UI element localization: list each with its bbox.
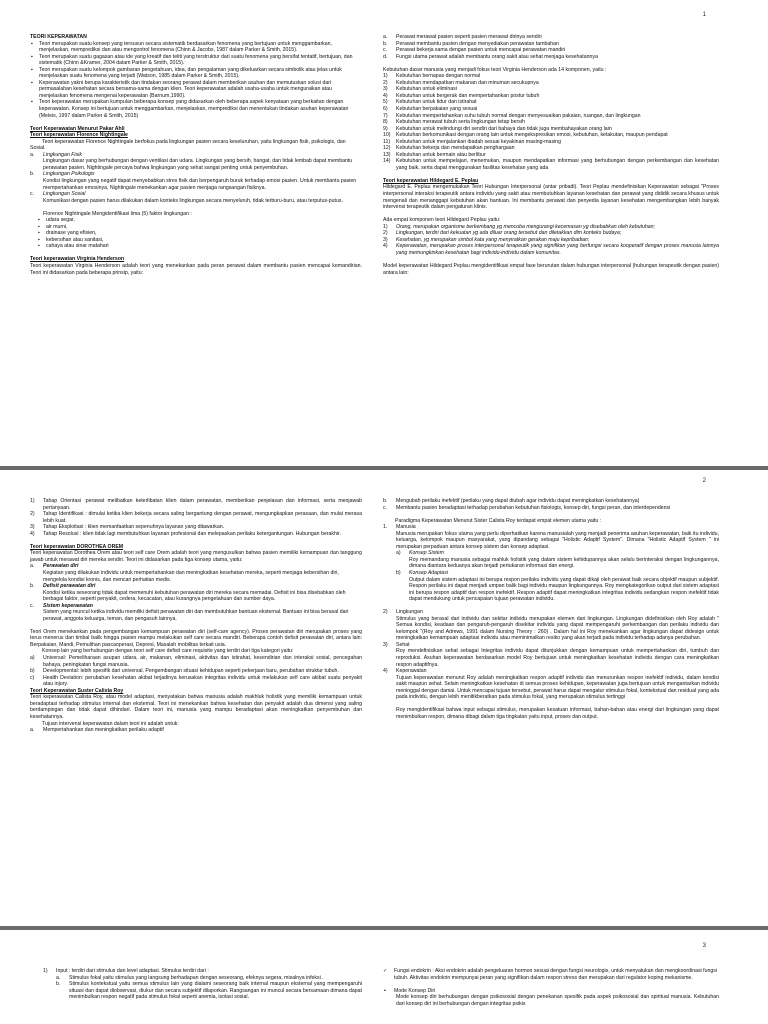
list-marker: 3)	[383, 641, 388, 648]
list-item-text: Lingkungan Sosial	[43, 191, 86, 198]
list-item-text: Stimulus fokal yaitu stimulus yang langsung berhadapan dengan seseorang, efeknya segera, misalnya infeksi .	[69, 974, 324, 981]
paragraph: Kondisi lingkungan yang negatif dapat menyebabkan stres fisik dan berpengaruh buruk terhadap emosi pasien. Untuk membantu pasien mempertahankan emosinya, Nightingale menekankan agar pasien menjaga rangsangan fisiknya.	[43, 177, 357, 191]
list-marker: 2)	[383, 79, 388, 86]
numbered-item	[383, 524, 719, 531]
list-item-text: Tahap Eksploitasi : klien memanfaatkan sepenuhnya layanan yang ditawarkan.	[43, 524, 225, 531]
list-item-text: Sistem keperawatan	[43, 602, 93, 609]
page2-left-column	[30, 498, 362, 734]
page3-right-column	[383, 968, 719, 1007]
list-marker: 11)	[383, 138, 391, 145]
bullet-item: ▪ Teori merupakan suatu gagasan atau ide yang kreatif dan teliti yang terstruktur dari suatu fenomena yang bersifat tentatif, bertujuan, dan sistematik (Chinn &Kramer, 2004 dalam Parker & Smith, 2015).	[30, 54, 362, 67]
paragraph: Kebutuhan dasar manusia yang menjadi fokus teori Virginia Henderson ada 14 komponen, yaitu :	[383, 66, 607, 73]
list-marker: c.	[30, 602, 35, 609]
list-marker: 4)	[30, 530, 35, 537]
numbered-item	[30, 498, 362, 511]
list-marker: 9)	[383, 125, 388, 132]
list-marker: 1)	[383, 73, 388, 80]
bullet-item: ▪ Keperawatan yakni berupa karakteristik dan tindakan seorang perawat dalam memberikan asuhan dan memutuskan solusi dari permasalahan kesehatan secara bersama-sama dengan klien. Teori keperawatan adalah usaha-usaha untuk menguraikan atau menjelaskan fenomena mengenai keperawatan (Barnum,1990).	[30, 80, 362, 100]
paragraph: Stimulus yang berasal dari individu dan sekitar individu merupakan elemen dari lingkungan. Lingkungan didefinisikan oleh Roy adalah " Semua kondisi, keadaan dan pengaruh-pengaruh disekitar individu yang dapat mempengaruhi perkembangan dan perilaku individu dan kelompok "(Roy and Adrews, 1991 dalam Nursing Theory : 260) . Dalam hal ini Roy menekankan agar lingkungan dapat didesign untuk meningkatkan kemampuan adaptasi individu atau meminimalkan resiko yang akan terjadi pada individu terhadap adanya perubahan.	[396, 615, 719, 642]
list-marker: 10)	[383, 132, 391, 139]
list-marker: 13)	[383, 151, 391, 158]
list-marker: a.	[56, 974, 61, 981]
list-item-text: Kebutuhan untuk bergerak dan mempertahankan postur tubuh	[396, 92, 540, 99]
list-marker: 3)	[383, 236, 388, 243]
numbered-item	[383, 609, 719, 616]
paragraph: Konsep lain yang berhubungan dengan teori self care defisit care requisite yang terdiri dari tiga kategori yaitu:	[42, 648, 294, 655]
paragraph: Teori keperawatan Dorothea Orem atau teori self care Orem adalah teori yang mengusulkan bahwa pasien memiliki kemampuan dan tanggung jawab untuk merawat diri mereka sendiri. Teori ini didasarkan pada tiga konsep utama, yaitu:	[30, 550, 362, 563]
numbered-item	[30, 675, 362, 688]
list-marker: 2)	[30, 511, 35, 518]
section-heading: Teori Keperawatan Menurut Pakar Ahli	[30, 125, 125, 132]
numbered-item	[30, 563, 362, 570]
list-marker: 8)	[383, 119, 388, 126]
list-marker: a.	[383, 34, 388, 40]
bullet-item: ▪ Mode Konsep Diri	[383, 988, 719, 995]
list-marker: a.	[30, 727, 35, 734]
paragraph: Output dalam sistem adaptasi ini berupa respon perilaku individu yang dapat dikaji oleh perawat baik secara objektif maupun subjektif. Respon perilaku ini dapat menjadi umpan balik bagi individu maupun lingkungannya. Roy mengkategorikan output dari sistem adaptasi ini berupa respon adaptif dan respon inefektif. Respon adaptif dapat meningkatkan integritas individu sedangkan respon inefektif tidak dapat mendukung untuk pencapaian tujuan perawatan individu.	[409, 576, 719, 603]
list-marker: 4)	[383, 92, 388, 99]
list-marker: b.	[383, 498, 388, 504]
paragraph: Teori Orem menekankan pada pengembangan kemampuan perawatan diri (self-care agency). Proses perawatan diri merupakan proses yang terus menerus dan timbal balik hingga pasien mampu melakukan self care secara mandiri. Beberapa contoh defisit perawatan diri, antara lain: Berpakaian, Mandi, Pemulihan pascaoperasi, Depresi, Masalah mobilitas terkait usia.	[30, 628, 362, 648]
list-item-text: Kebutuhan untuk menjalankan ibadah sesuai keyakinan masing-masing	[396, 138, 561, 145]
list-item-text: Manusia	[396, 524, 416, 531]
numbered-item	[383, 158, 719, 171]
list-item-text: Fungsi utama perawat adalah membantu orang sakit atau sehat menjaga kesehatannya	[396, 53, 598, 60]
list-item-text: Health Deviation: perubahan kesehatan akibat terjadinya kerusakan integritas individu untuk melakukan self care akibat suatu penyakit atau injury.	[43, 674, 362, 688]
numbered-item	[383, 243, 719, 256]
list-item-text: Konsep Sistem	[409, 550, 444, 557]
list-item-text: Input : terdiri dari stimulus dan level adaptasi. Stimulus terdiri dari :	[56, 968, 209, 974]
list-item-text: Lingkungan Fisik	[43, 151, 82, 158]
numbered-item	[30, 531, 362, 538]
heading: TEORI KEPERAWATAN	[30, 34, 87, 40]
document-page-2	[0, 470, 768, 926]
list-item-text: Membantu pasien beradaptasi terhadap perubahan kebutuhan fisiologis, konsep diri, fungsi peran, dan interdependensi	[396, 504, 671, 511]
list-item-text: Perawat merawat pasien seperti pasien merawat dirinya sendiri	[396, 34, 542, 40]
section-heading: Teori Keperawatan Suster Calista Roy	[30, 687, 124, 694]
paragraph: Tujuan intervensi keperawatan dalam teori ini adalah untuk:	[42, 720, 179, 727]
paragraph: Manusia merupakan fokus utama yang perlu diperhatikan karena manusialah yang menjadi penerima asuhan keperawatan, baik itu individu, keluarga, kelompok maupun masyarakat, yang dipandang sebagai "Holistic Adaptif System". Dimana "Holistic Adaptif System " ini merupakan perpaduan antara konsep sistem dan konsep adaptasi.	[396, 530, 719, 550]
list-marker: c)	[30, 674, 35, 681]
checkmark-item: ✓ Fungsi endokrin : Aksi endokrin adalah pengeluaran hormon sesuai dengan fungsi neurologis, untuk menyatukan dan mengkoordinasi fungsi tubuh. Aktivitas endokrin mempunyai peran yang signifikan dalam respon stress dan merupakan dari regulator koping mekanisme.	[383, 968, 719, 981]
paragraph: Komunikasi dengan pasien harus dilakukan dalam konteks lingkungan secara menyeluruh, tidak terburu-buru, atau terputus-putus.	[43, 197, 343, 204]
page-number: 3	[702, 943, 706, 949]
list-item-text: Kebutuhan berpakaian yang sesuai	[396, 105, 478, 112]
paragraph: Kegiatan yang dilakukan individu untuk mempertahankan dan meningkatkan kesehatan mereka, seperti menjaga kebersihan diri, mengelola kondisi kronis, dan mencari perhatian medis.	[43, 569, 339, 583]
list-marker: b.	[383, 40, 388, 47]
list-item-text: Tahap Identifikasi : dimulai ketika klien bekerja secara saling bergantung dengan perawat, mengungkapkan perasaan, dan mulai merasa lebih kuat.	[43, 511, 362, 524]
list-item-text: Tahap Resolusi : klien tidak lagi membutuhkan layanan profesional dan melepaskan perilaku ketergantungan. Hubungan berakhir.	[43, 530, 341, 537]
list-item-text: Kebutuhan untuk bermain atau berlibur	[396, 151, 486, 158]
list-item-text: Defisit perawatan diri	[43, 583, 96, 590]
list-item-text: Sehat	[396, 641, 410, 648]
numbered-item	[30, 981, 362, 1001]
list-item-text: Kesehatan, yg merupakan simbol kata yang menyiratkan gerakan maju kepribadian;	[396, 236, 590, 243]
list-marker: 4)	[383, 243, 388, 250]
section-heading: Teori keperawatan Florence Nightingale	[30, 132, 128, 139]
list-marker: 2)	[383, 609, 388, 616]
list-item-text: Developmental: lebih spesifik dari universal. Pengembangan situasi kehidupan seperti pekerjaan baru, perubahan struktur tubuh.	[43, 668, 339, 675]
list-item-text: Keperawatan, merupakan proses interpersonal terapeutik yang signifikan yang berfungsi secara kooperatif dengan proses manusia lainnya yang memungkinkan kesehatan bagi individu-individu dalam komunitas.	[396, 243, 719, 256]
paragraph: Kondisi ketika seseorang tidak dapat memenuhi kebutuhan perawatan diri mereka secara memadai. Defisit ini bisa disebabkan oleh berbagai faktor, seperti penyakit, cedera, kecacatan, atau kurangnya pengetahuan dan sumber daya.	[43, 589, 346, 603]
list-item-text: Lingkungan	[396, 609, 423, 616]
list-item-text: Kebutuhan mempertahankan suhu tubuh normal dengan menyesuaikan pakaian, ruangan, dan lingkungan	[396, 112, 641, 119]
list-marker: 3)	[30, 524, 35, 531]
section-heading: Teori keperawatan Hildegard E. Peplau	[383, 177, 479, 184]
list-marker: a.	[30, 151, 35, 158]
list-marker: 1)	[383, 223, 388, 230]
list-item-text: Kebutuhan untuk eliminasi	[396, 86, 457, 93]
paragraph: Paradigma Keperawatan Menurut Sister Calista Roy terdapat empat elemen utama yaitu :	[395, 517, 602, 524]
list-marker: c.	[30, 191, 35, 198]
list-marker: 1)	[43, 968, 48, 974]
paragraph: Sistem yang muncul ketika individu memiliki defisit perawatan diri dan membutuhkan bantuan eksternal. Bantuan ini bisa berasal dari perawat, anggota keluarga, teman, dan pengasuh lainnya.	[43, 609, 349, 622]
numbered-item	[30, 727, 362, 734]
page-number: 2	[702, 478, 706, 484]
bullet-item: ▪ udara segar,	[30, 217, 362, 224]
list-item-text: Kebutuhan untuk tidur dan istirahat	[396, 99, 477, 106]
list-marker: 1.	[383, 524, 388, 531]
numbered-item	[30, 583, 362, 590]
list-marker: 1)	[30, 498, 35, 504]
list-item-text: Lingkungan, terdiri dari kekuatan yg ada diluar orang tersebut dan diletakkan dlm konteks budaya;	[396, 230, 622, 237]
list-item-text: Perawat bekerja sama dengan pasien untuk mencapai perawatan mandiri	[396, 47, 566, 54]
numbered-item	[383, 550, 719, 557]
list-marker: a)	[30, 655, 35, 662]
list-item-text: Mengubah perilaku inefektif (perilaku yang dapat diubah agar individu dapat meningkatkan kesehatannya)	[396, 498, 640, 504]
list-item-text: Tahap Orientasi :perawat melibatkan keterlibatan klien dalam perawatan, memberikan penjelasan dan informasi, serta menjawab pertanyaan.	[43, 498, 362, 511]
list-marker: d.	[383, 53, 388, 60]
list-item-text: Konsep Adaptasi	[409, 569, 449, 576]
list-item-text: Kebutuhan bekerja dan mendapatkan penghargaan	[396, 145, 515, 152]
bullet-item: ▪ Teori merupakan suatu konsep yang tersusun secara sistematik berdasarkan fenomena yang bertujuan untuk menggambarkan, menjelaskan, memprediksi dan atau mengontrol fenomena (Chinn & Jacobs, 1987 dalam Parker & Smith, 2015).	[30, 41, 362, 54]
list-item-text: Orang, merupakan organisme berkembang yg mencoba mengurangi kecemasan yg disebabkan oleh kebutuhan;	[396, 223, 655, 230]
list-item-text: Kebutuhan berkomunikasi dengan orang lain untuk mengekspresikan emosi, kebutuhan, ketakutan, maupun pendapat	[396, 132, 668, 139]
paragraph: Mode konsep diri berhubungan dengan psikososial dengan penekanan spesifik pada aspek psikososial dan spiritual manusia. Kebutuhan dari konsep diri ini berhubungan dengan integritas psikis	[396, 994, 719, 1007]
paragraph: Tujuan keperawatan menurut Roy adalah meningkatkan respon adaptif individu dan menurunkan respon inefektif individu, dalam kondisi sakit maupun sehat. Selain meningkatkan kesehatan di semua proses kehidupan, keperawatan juga bertujuan untuk mengantarkan individu meninggal dengan damai. Untuk mencapai tujuan tersebut, perawat harus dapat mengatur stimulus fokal, kontekstual dan residual yang ada pada individu, dengan lebih menitikberatkan pada stimulus fokal, yang merupakan stimulus tertinggi	[396, 674, 719, 701]
numbered-item	[383, 505, 719, 512]
list-marker: c.	[383, 47, 388, 54]
paragraph: Ada empat komponen teori Hildegard Peplau yaitu:	[383, 217, 501, 224]
list-item-text: Mempertahankan dan meningkatkan perilaku adaptif	[43, 727, 164, 734]
list-item-text: Perawatan diri	[43, 563, 79, 570]
list-marker: b.	[56, 981, 61, 988]
list-marker: 7)	[383, 112, 388, 119]
paragraph: Roy mengidentifikasi bahwa input sebagai stimulus, merupakan kesatuan informasi, bahan-bahan atau energi dari lingkungan yang dapat menimbulkan respon, dimana dibagi dalam tiga tingkatan yaitu input, proses dan output.	[396, 707, 719, 720]
page-number: 1	[702, 12, 706, 18]
paragraph: Roy mendefinisikan sehat sebagai Integritas individu dapat ditunjukkan dengan kemampuan untuk mempertahankan diri, tumbuh dan reproduksi. Asuhan keperawatan berdasarkan model Roy bertujuan untuk meningkatkan kesehatan individu dengan cara meningkatkan respon adaptifnya.	[396, 648, 719, 668]
list-marker: 5)	[383, 99, 388, 106]
paragraph: Teori keperawatan Virginia Henderson adalah teori yang menekankan pada peran perawat dalam membantu pasien mencapai kemandirian. Teori ini didasarkan pada beberapa prinsip, yaitu:	[30, 263, 362, 276]
numbered-item	[30, 655, 362, 668]
list-item-text: Kebutuhan bernapas dengan normal	[396, 73, 481, 80]
list-item-text: Kebutuhan mendapatkan makanan dan minuman secukupnya	[396, 79, 539, 86]
page3-left-column	[30, 968, 362, 1001]
page2-right-column	[383, 498, 719, 720]
list-marker: c.	[383, 504, 388, 511]
bullet-item: ▪ Teori keperawatan merupakan kumpulan beberapa konsep yang didasarkan oleh beberapa aspek kenyataan yang berkaitan dengan keperawatan. Konsep ini bertujuan untuk menggambarkan, menjelaskan, memprediksi dan menentukan tindakan asuhan keperawatan (Meleis, 1997 dalam Parker & Smith, 2015)	[30, 99, 362, 119]
paragraph: Hildegard E. Peplau mengemukakan Teori Hubungan Interpersonal (antar pribadi). Teori Peplau mendefinisikan Keperawatan sebagai "Proses interpersonal interaksi terapeutik antara individu yang sakit atau membutuhkan layanan kesehatan dan perawat yang dididik secara khusus untuk mengenali dan menanggapi kebutuhan akan bantuan. Ini membantu perawat dan penyedia layanan kesehatan mengembangkan lebih banyak intervensi terapeutik dalam pengaturan klinis.	[383, 184, 719, 211]
paragraph: Model keperawatan Hildegard Peplau mengidentifikasi empat fase berurutan dalam hubungan interpersonal (hubungan terapeutik dengan pasien) antara lain:	[383, 262, 719, 276]
numbered-item	[30, 511, 362, 524]
numbered-item	[383, 54, 719, 61]
list-item-text: Perawat membantu pasien dengan menyediakan perawatan tambahan	[396, 40, 559, 47]
numbered-item	[383, 570, 719, 577]
list-item-text: Keperawatan	[396, 668, 427, 675]
document-page-1	[0, 0, 768, 466]
bullet-item: ▪ drainase yang efisien,	[30, 230, 362, 237]
list-item-text: Universal: Pemeliharaan asupan udara, air, makanan, eliminasi, aktivitas dan istirahat, kesendirian dan interaksi sosial, pencegahan bahaya, peningkatan fungsi manusia.	[43, 655, 362, 668]
bullet-item: ▪ Teori merupakan suatu kelompok gambaran pengetahuan, idea, dan pengalaman yang dikeluarkan secara simbolik atau jelas untuk menjelaskan suatu fenomena yang terjadi (Watson, 1985 dalam Parker & Smith, 2015).	[30, 67, 362, 80]
bullet-item: ▪ cahaya atau sinar matahari	[30, 243, 362, 250]
paragraph: Teori keperawatan Calista Roy, atau model adaptasi, menyatakan bahwa manusia adalah makhluk holistik yang memiliki kemampuan untuk beradaptasi terhadap stimulus internal dan eksternal. Teori ini menekankan bahwa kesehatan dan penyakit adalah dua dimensi yang saling berdampingan dan tidak dapat dihindari. Dalam teori ini, manusia yang mampu beradaptasi akan meningkatkan penyembuhan dan kesehatannya.	[30, 694, 362, 720]
page1-left-column	[30, 34, 362, 276]
list-item-text: Lingkungan Psikologis	[43, 171, 95, 178]
paragraph: Florence Nightingale Mengidentifikasi lima (5) faktor lingkungan :	[43, 210, 192, 217]
list-marker: a.	[30, 563, 35, 570]
document-page-3	[0, 930, 768, 1024]
list-item-text: Kebutuhan merawat tubuh serta lingkungan tetap bersih	[396, 119, 525, 126]
paragraph: Teori keperawatan Florence Nightingale berfokus pada lingkungan pasien secara keseluruhan, yaitu lingkungan fisik, psikologis, dan Sosial.	[30, 138, 346, 152]
section-heading: Teori keperawatan Virginia Henderson	[30, 256, 125, 263]
list-marker: b)	[30, 668, 35, 675]
list-marker: 4)	[383, 668, 388, 675]
list-marker: 6)	[383, 105, 388, 112]
page1-right-column	[383, 34, 719, 276]
list-marker: 12)	[383, 145, 391, 152]
bullet-item: ▪ air murni,	[30, 224, 362, 231]
list-marker: 2)	[383, 230, 388, 237]
list-marker: a)	[396, 550, 401, 557]
list-marker: b)	[396, 569, 401, 576]
section-heading: Teori keperawatan DOROTHEA OREM	[30, 543, 124, 550]
list-item-text: Kebutuhan untuk melindungi diri sendiri dari bahaya dan tidak juga membahayakan orang lain	[396, 125, 612, 132]
list-marker: b.	[30, 171, 35, 178]
list-item-text: Stimulus kontekstual yaitu semua stimulus lain yang dialami seseorang baik internal maupun eksternal yang mempengaruhi situasi dan dapat diobservasi, diukur dan secara subjektif dilaporkan. Rangsangan ini muncul secara bersamaan dimana dapat menimbulkan respon negatif pada stimulus fokal seperti anemia, isolasi sosial.	[69, 981, 362, 1001]
numbered-item	[30, 191, 362, 198]
paragraph: Lingkungan dasar yang berhubungan dengan ventilasi dan udara. Lingkungan yang bersih, hangat, dan tidak lembab dapat membantu perawatan pasien. Nightingale percaya bahwa lingkungan yang sehat sangat penting untuk penyembuhan.	[43, 158, 353, 171]
list-marker: 3)	[383, 86, 388, 93]
paragraph: Roy memandang manusia sebagai mahluk holistik yang dalam sistem kehidupannya akan selalu berinteraksi dengan lingkungannya, dimana diantara keduanya akan terjadi pertukaran informasi dan energi.	[409, 556, 719, 570]
list-marker: b.	[30, 583, 35, 590]
bullet-item: ▪ kebersihan atau sanitasi,	[30, 237, 362, 244]
list-item-text: Kebutuhan untuk mempelajari, menemukan, maupun mendapatkan informasi yang berhubungan dengan perkembangan dan kesehatan yang baik, serta dapat menggunakan fasilitas kesehatan yang ada	[396, 158, 719, 171]
list-marker: 14)	[383, 158, 391, 165]
numbered-item	[383, 668, 719, 675]
